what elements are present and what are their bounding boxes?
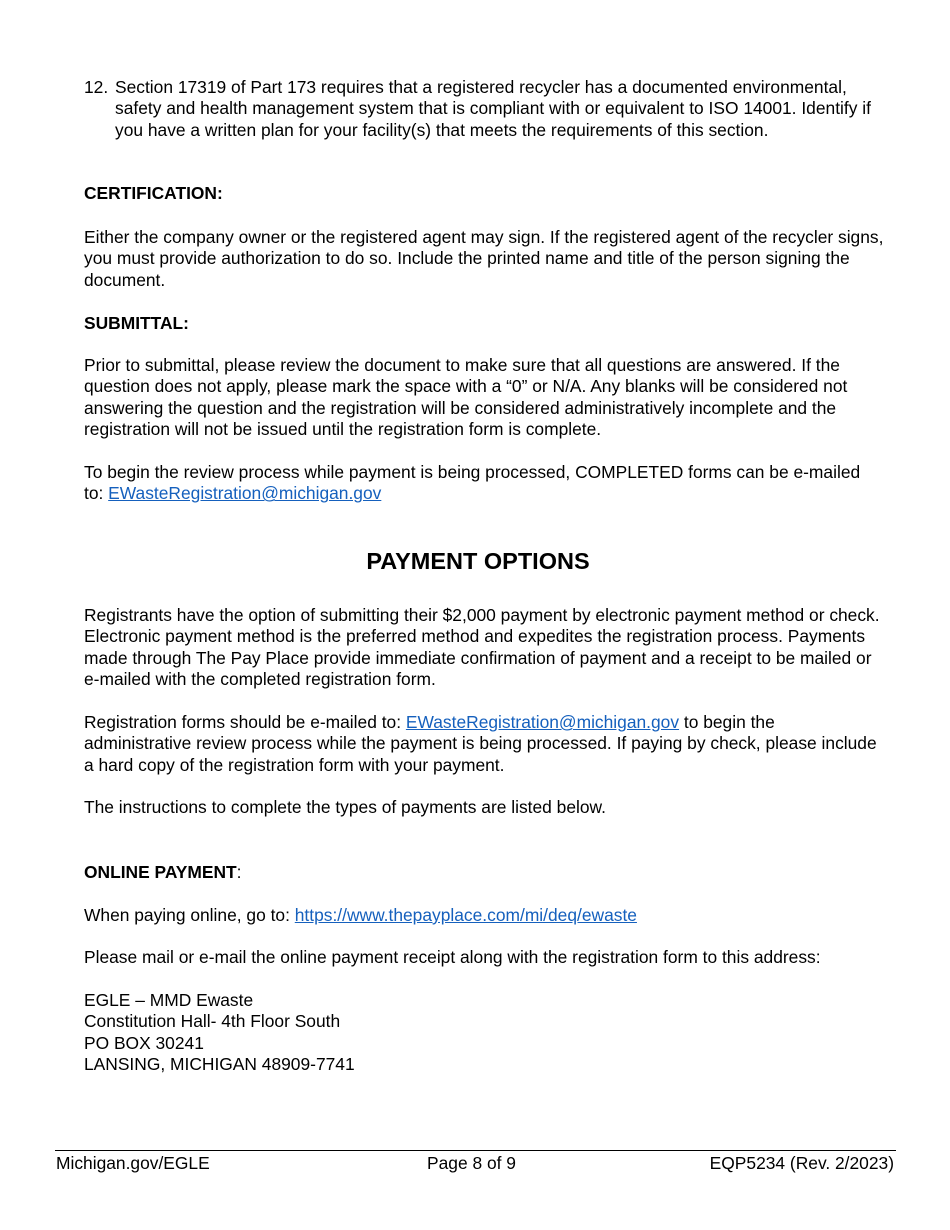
online-payment-mail-text: Please mail or e-mail the online payment receipt along with the registration form to this address:: [84, 947, 821, 967]
submittal-email-text: To begin the review process while payment is being processed, COMPLETED forms can be e-mailed to:: [84, 462, 861, 504]
payment-intro-text: Registrants have the option of submitting their $2,000 payment by electronic payment method or check. Electronic payment method is the preferred method and expedites the registration process. Payments made through The Pay Place provide immediate confirmation of payment and a receipt to be mailed or e-mailed with the completed registration form.: [84, 605, 880, 690]
certification-heading: CERTIFICATION:: [84, 183, 223, 203]
online-payment-url-line: [84, 905, 884, 926]
registration-email-text-after: to begin the administrative review process while the payment is being processed. If paying by check, please include a hard copy of the registration form with your payment.: [84, 712, 877, 775]
address-line: Constitution Hall- 4th Floor South: [84, 1011, 341, 1032]
footer-website: Michigan.gov/EGLE: [56, 1153, 210, 1173]
address-line: PO BOX 30241: [84, 1032, 204, 1053]
submittal-text: Prior to submittal, please review the document to make sure that all questions are answered. If the question does not apply, please mark the space with a “0” or N/A. Any blanks will be considered not answering the question and the registration will be considered administratively incomplete and the registration will not be issued until the registration form is complete.: [84, 355, 848, 440]
footer-divider: [55, 1150, 896, 1151]
footer-form-number: EQP5234 (Rev. 2/2023): [709, 1153, 894, 1173]
online-payment-go-text: When paying online, go to:: [84, 905, 295, 925]
item-12-text: Section 17319 of Part 173 requires that a registered recycler has a documented environmental, safety and health management system that is compliant with or equivalent to ISO 14001. Identify if you have a written plan for your facility(s) that meets the requirements of this section.: [115, 77, 871, 140]
submittal-email-paragraph: [84, 462, 884, 505]
mailing-address: [84, 990, 884, 1076]
submittal-email-link[interactable]: EWasteRegistration@michigan.gov: [108, 483, 382, 504]
online-payment-colon: :: [236, 862, 242, 882]
item-12-number: 12.: [84, 77, 109, 97]
submittal-heading: SUBMITTAL:: [84, 313, 189, 333]
certification-text: Either the company owner or the registered agent may sign. If the registered agent of the recycler signs, you must provide authorization to do so. Include the printed name and title of the person signing the document.: [84, 227, 884, 290]
online-payment-heading-line: [84, 862, 884, 883]
registration-email-paragraph: [84, 712, 884, 776]
item-12: [84, 77, 884, 141]
payment-options-title: PAYMENT OPTIONS: [366, 548, 590, 574]
address-line: LANSING, MICHIGAN 48909-7741: [84, 1054, 355, 1075]
address-line: EGLE – MMD Ewaste: [84, 990, 254, 1010]
online-payment-url-link[interactable]: https://www.thepayplace.com/mi/deq/ewaste: [294, 905, 637, 925]
registration-email-link[interactable]: EWasteRegistration@michigan.gov: [405, 712, 680, 732]
payment-instructions-text: The instructions to complete the types of payments are listed below.: [84, 797, 606, 817]
online-payment-heading: ONLINE PAYMENT: [84, 862, 237, 882]
registration-email-text-before: Registration forms should be e-mailed to:: [84, 712, 406, 732]
footer-page-number: Page 8 of 9: [427, 1153, 516, 1173]
